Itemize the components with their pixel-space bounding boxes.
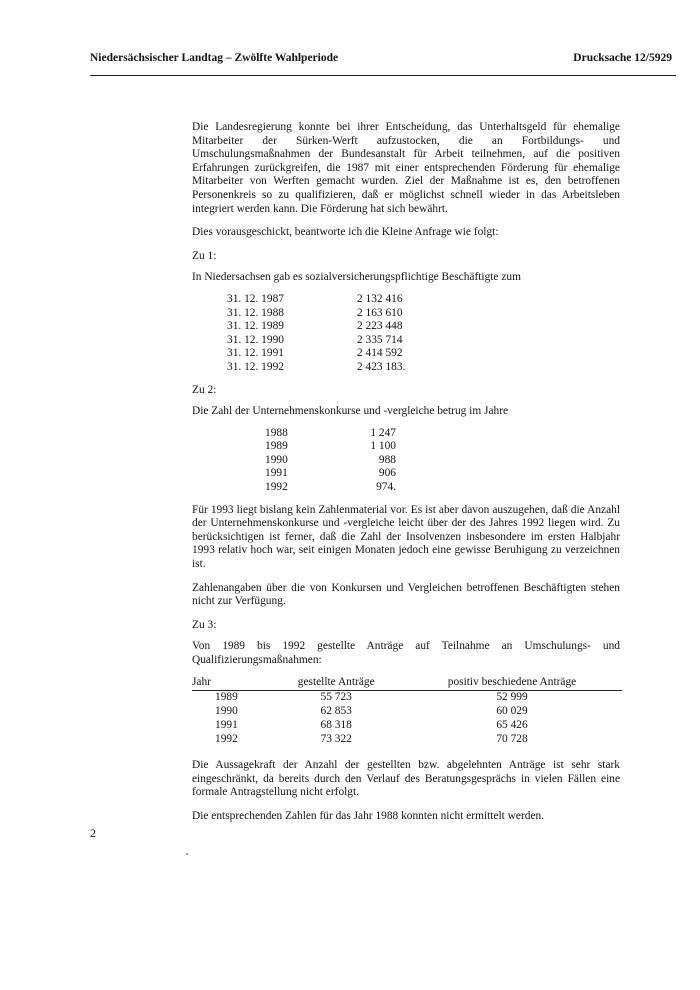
value-cell: 1 247 [370, 426, 396, 439]
date-cell: 31. 12. 1987 [227, 292, 284, 305]
document-body [192, 121, 620, 834]
zu2-paragraph-2: Zahlenangaben über die von Konkursen und Vergleichen betroffenen Beschäftigten stehen nicht zur Verfügung. [192, 581, 620, 608]
value-cell: 2 335 714 [357, 333, 403, 346]
year-cell: 1991 [215, 719, 238, 732]
table-row [227, 347, 405, 361]
header-divider [90, 75, 676, 76]
zu2-text: Die Zahl der Unternehmenskonkurse und -vergleiche betrug im Jahre [192, 405, 509, 418]
date-cell: 31. 12. 1988 [227, 306, 284, 319]
header-title: Niedersächsischer Landtag – Zwölfte Wahlperiode [90, 52, 339, 64]
year-cell: 1990 [215, 705, 238, 718]
intro-paragraph: Die Landesregierung konnte bei ihrer Entscheidung, das Unterhaltsgeld für ehemalige Mitarbeiter der Sürken-Werft aufzustocken, die an Fortbildungs- und Umschulungsmaßnahmen der Bundesanstalt für Arbeit teilnehmen, auf die positiven Erfahrungen zurückgreifen, die 1987 mit einer entsprechenden Förderung für ehemalige Mitarbeiter von Werften gemacht wurden. Ziel der Maßnahme ist es, den betroffenen Personenkreis so zu qualifizieren, daß er möglichst schnell wieder in das Arbeitsleben integriert werden kann. Die Förderung hat sich bewährt. [192, 121, 620, 215]
table-row [192, 733, 622, 747]
table-row [227, 334, 405, 348]
filed-cell: 55 723 [320, 691, 352, 704]
column-header-year: Jahr [192, 676, 270, 691]
year-cell: 1992 [215, 733, 238, 746]
zu2-paragraph-1: Für 1993 liegt bislang kein Zahlenmaterial vor. Es ist aber davon auszugehen, daß die Anzahl der Unternehmenskonkurse und -vergleiche leicht über der des Jahres 1992 liegen wird. Zu berücksichtigen ist ferner, daß die Zahl der Insolvenzen insbesondere im ersten Halbjahr 1993 relativ hoch war, seit einigen Monaten jedoch eine gewisse Beruhigung zu verzeichnen ist. [192, 503, 620, 571]
value-cell: 974. [376, 481, 396, 494]
approved-cell: 60 029 [496, 705, 528, 718]
date-cell: 31. 12. 1992 [227, 360, 284, 373]
table-row [265, 467, 396, 481]
zu3-heading: Zu 3: [192, 618, 217, 631]
zu3-text: Von 1989 bis 1992 gestellte Anträge auf Teilnahme an Umschulungs- und Qualifizierungsmaßnahmen: [192, 640, 620, 666]
table-row [265, 481, 396, 495]
insolvency-table [265, 427, 396, 495]
table-row [192, 719, 622, 733]
column-header-filed: gestellte Anträge [270, 676, 402, 691]
table-row [227, 361, 405, 375]
value-cell: 1 100 [370, 440, 396, 453]
applications-table [192, 676, 622, 748]
year-cell: 1988 [265, 426, 288, 439]
value-cell: 988 [378, 453, 396, 466]
value-cell: 2 223 448 [357, 320, 403, 333]
document-number: Drucksache 12/5929 [573, 52, 672, 64]
date-cell: 31. 12. 1989 [227, 320, 284, 333]
preface-paragraph: Dies vorausgeschickt, beantworte ich die Kleine Anfrage wie folgt: [192, 226, 499, 239]
value-cell: 2 132 416 [357, 292, 403, 305]
approved-cell: 52 999 [496, 691, 528, 704]
scan-speck [186, 853, 188, 855]
filed-cell: 62 853 [320, 705, 352, 718]
zu3-paragraph-1: Die Aussagekraft der Anzahl der gestellten bzw. abgelehnten Anträge ist sehr stark eingeschränkt, da bereits durch den Verlauf des Beratungsgesprächs in vielen Fällen eine formale Antragstellung nicht erfolgt. [192, 759, 620, 799]
zu3-paragraph-2: Die entsprechenden Zahlen für das Jahr 1988 konnten nicht ermittelt werden. [192, 809, 545, 822]
table-header-row [192, 676, 622, 691]
table-row [192, 705, 622, 719]
year-cell: 1991 [265, 467, 288, 480]
page-number: 2 [90, 826, 96, 840]
date-cell: 31. 12. 1990 [227, 333, 284, 346]
table-row [265, 440, 396, 454]
zu1-text: In Niedersachsen gab es sozialversicherungspflichtige Beschäftigte zum [192, 271, 521, 284]
filed-cell: 68 318 [320, 719, 352, 732]
zu1-heading: Zu 1: [192, 249, 217, 262]
value-cell: 2 423 183. [357, 360, 406, 373]
table-row [227, 293, 405, 307]
table-row [227, 307, 405, 321]
year-cell: 1989 [215, 691, 238, 704]
table-row [265, 427, 396, 441]
column-header-approved: positiv beschiedene Anträge [402, 676, 622, 691]
table-row [265, 454, 396, 468]
table-row [227, 320, 405, 334]
value-cell: 2 163 610 [357, 306, 403, 319]
zu2-heading: Zu 2: [192, 383, 217, 396]
employees-table [227, 293, 405, 375]
value-cell: 2 414 592 [357, 347, 403, 360]
date-cell: 31. 12. 1991 [227, 347, 284, 360]
value-cell: 906 [378, 467, 396, 480]
year-cell: 1990 [265, 453, 288, 466]
year-cell: 1989 [265, 440, 288, 453]
filed-cell: 73 322 [320, 733, 352, 746]
year-cell: 1992 [265, 481, 288, 494]
page-header [90, 52, 672, 68]
approved-cell: 65 426 [496, 719, 528, 732]
approved-cell: 70 728 [496, 733, 528, 746]
table-row [192, 691, 622, 706]
